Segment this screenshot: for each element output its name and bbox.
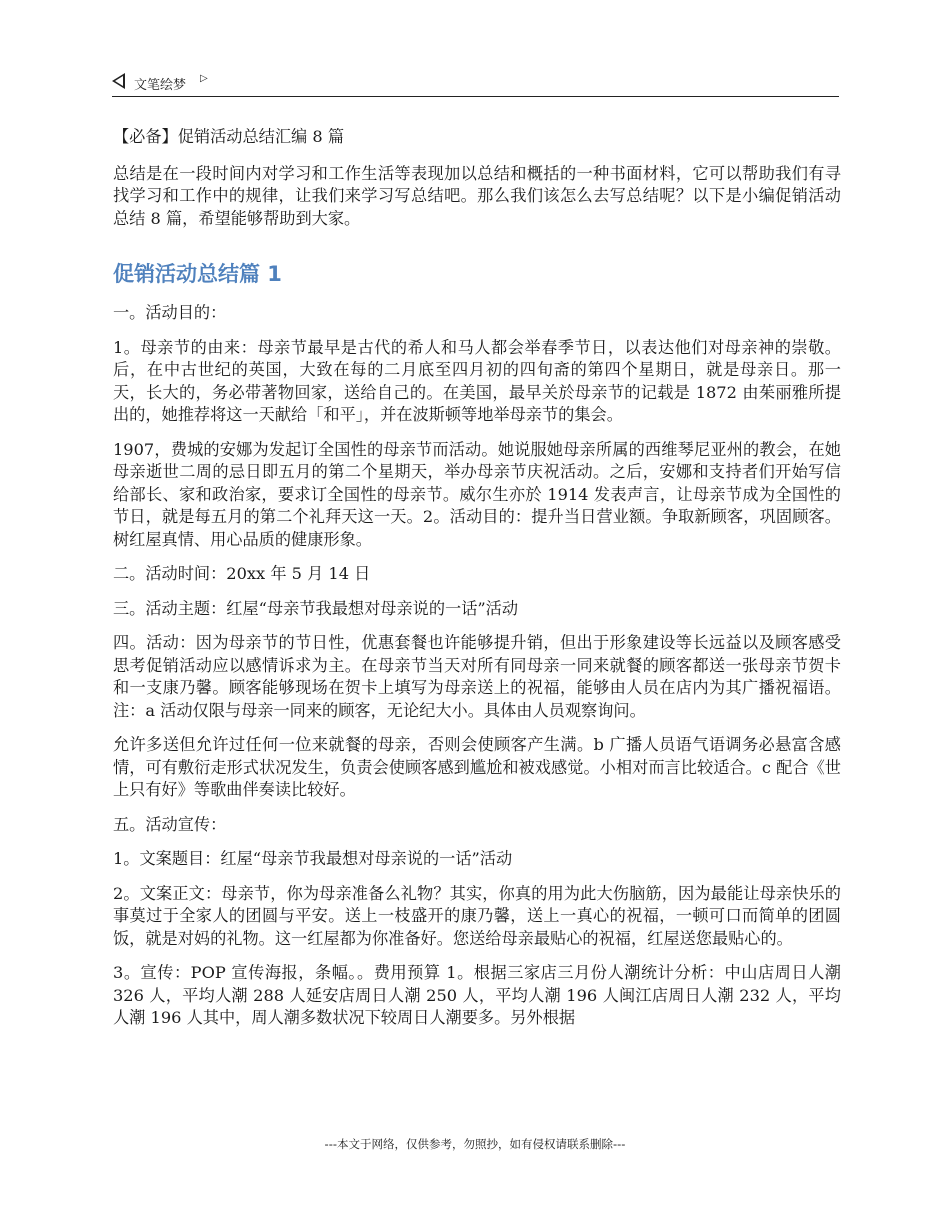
paragraph-history-1907: 1907，费城的安娜为发起订全国性的母亲节而活动。她说服她母亲所属的西维琴尼亚州的教会，在她母亲逝世二周的忌日即五月的第二个星期天，举办母亲节庆祝活动。之后，安娜和支持者们开始写信给部长、家和政治家，要求订全国性的母亲节。威尔生亦於 1914 发表声言，让母亲节成为全国性的节日，就是每五月的第二个礼拜天这一天。2。活动目的：提升当日营业额。争取新顾客，巩固顾客。树红屋真情、用心品质的健康形象。 [113, 439, 841, 549]
paragraph-activity-details: 四。活动：因为母亲节的节日性，优惠套餐也许能够提升销，但出于形象建设等长远益以及顾客感受思考促销活动应以感情诉求为主。在母亲节当天对所有同母亲一同来就餐的顾客都送一张母亲节贺卡和一支康乃馨。顾客能够现场在贺卡上填写为母亲送上的祝福，能够由人员在店内为其广播祝福语。注：a 活动仅限与母亲一同来的顾客，无论纪大小。具体由人员观察询问。 [113, 633, 841, 720]
triangle-right-icon: ▷ [200, 73, 208, 84]
paragraph-activity-time: 二。活动时间：20xx 年 5 月 14 日 [113, 564, 371, 583]
paragraph-mothers-day-origin: 1。母亲节的由来：母亲节最早是古代的希人和马人都会举春季节日，以表达他们对母亲神的崇敬。后，在中古世纪的英国，大致在每的二月底至四月初的四旬斋的第四个星期日，就是母亲日。那一天，长大的，务必带著物回家，送给自己的。在美国，最早关於母亲节的记载是 1872 由茱丽雅所提出的，她推荐将这一天献给「和平」，并在波斯顿等地举母亲节的集会。 [113, 337, 841, 424]
paragraph-activity-notes: 允许多送但允许过任何一位来就餐的母亲，否则会使顾客产生满。b 广播人员语气语调务必悬富含感情，可有敷衍走形式状况发生，负责会使顾客感到尴尬和被戏感觉。小相对而言比较适合。c 配合《世上只有好》等歌曲伴奏读比较好。 [113, 735, 841, 799]
brand-name: 文笔绘梦 [134, 78, 187, 93]
footer-notice: ---本文于网络，仅供参考，勿照抄，如有侵权请联系删除--- [324, 1137, 626, 1151]
paragraph-activity-promotion: 五。活动宣传： [113, 814, 227, 834]
paragraph-copy-title: 1。文案题目：红屋“母亲节我最想对母亲说的一话”活动 [113, 849, 513, 868]
paragraph-copy-body: 2。文案正文：母亲节，你为母亲准备么礼物？其实，你真的用为此大伤脑筋，因为最能让母亲快乐的事莫过于全家人的团圆与平安。送上一枝盛开的康乃馨，送上一真心的祝福，一顿可口而简单的团圆饭，就是对妈的礼物。这一红屋都为你准备好。您送给母亲最贴心的祝福，红屋送您最贴心的。 [113, 883, 841, 948]
page-header [112, 70, 839, 97]
intro-paragraph: 总结是在一段时间内对学习和工作生活等表现加以总结和概括的一种书面材料，它可以帮助我们有寻找学习和工作中的规律，让我们来学习写总结吧。那么我们该怎么去写总结呢？以下是小编促销活动总结 8 篇，希望能够帮助到大家。 [113, 163, 841, 228]
paragraph-activity-purpose: 一。活动目的： [113, 303, 227, 322]
document-body [113, 126, 841, 1042]
document-title: 【必备】促销活动总结汇编 8 篇 [113, 127, 345, 146]
paragraph-promotion-budget: 3。宣传：POP 宣传海报，条幅。。费用预算 1。根据三家店三月份人潮统计分析：中山店周日人潮 326 人，平均人潮 288 人延安店周日人潮 250 人，平均人潮 196 人闽江店周日人潮 232 人，平均人潮 196 人其中，周人潮多数状况下较周日人潮要多。另外根据 [113, 963, 841, 1027]
triangle-left-icon [112, 73, 125, 89]
section-heading: 促销活动总结篇 1 [113, 262, 282, 286]
paragraph-activity-theme: 三。活动主题：红屋“母亲节我最想对母亲说的一话”活动 [113, 598, 519, 618]
